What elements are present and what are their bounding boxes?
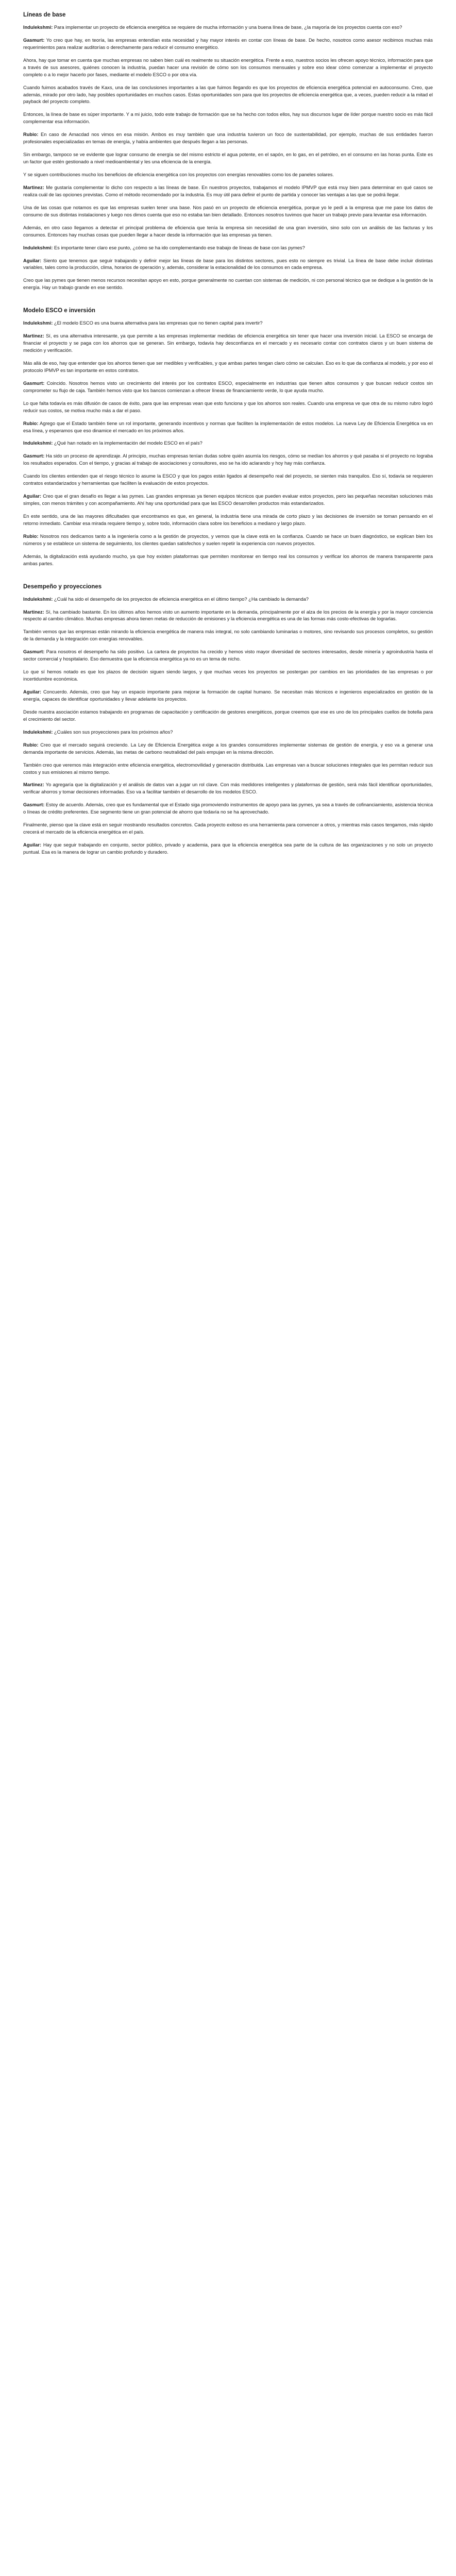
section-heading: Modelo ESCO e inversión [23, 308, 95, 314]
paragraph-text: Estoy de acuerdo. Además, creo que es fundamental que el Estado siga promoviendo instrumentos de apoyo para las pymes, ya sea a través de cofinanciamiento, asistencia técnica o líneas de crédito preferentes. Ese segmento tiene un gran potencial de ahorro que todavía no se ha aprovechado. [23, 802, 433, 815]
paragraph-text: Creo que el gran desafío es llegar a las pymes. Las grandes empresas ya tienen equipos técnicos que pueden evaluar estos proyectos, pero las pequeñas necesitan soluciones más simples, con menos trámites y con acompañamiento. Ahí hay una oportunidad para que las ESCO desarrollen productos más estandarizados. [23, 494, 433, 506]
paragraph-text: Finalmente, pienso que la clave está en seguir mostrando resultados concretos. Cada proyecto exitoso es una herramienta para convencer a otros, y mientras más casos tengamos, más rápido crecerá el mercado de la eficiencia energética en el país. [23, 822, 433, 835]
speaker-name: Rubio: [23, 533, 39, 539]
paragraph-text: Me gustaría complementar lo dicho con respecto a las líneas de base. En nuestros proyectos, trabajamos el modelo IPMVP que está muy bien para determinar en qué casos se realiza cuál de las opciones previstas. Como el método recomendado por la industria. Es muy útil para definir el punto de partida y conocer las ventajas a las que se podrá llegar. [23, 184, 433, 197]
paragraph [23, 111, 433, 126]
paragraph [23, 131, 433, 146]
paragraph [23, 493, 433, 507]
speaker-name: Martinez: [23, 333, 44, 339]
paragraph [23, 689, 433, 703]
speaker-name: Rubio: [23, 132, 39, 138]
paragraph [23, 762, 433, 776]
paragraph-text: Cuando fuimos acabados través de Kaxs, una de las conclusiones importantes a las que fuimos llegando es que los proyectos de eficiencia energética potencial en autoconsumo. Creo, que además, mirado por otro lado, hay posibles oportunidades en muchos casos. Estas oportunidades son para que los proyectos de eficiencia energética que, a veces, pueden reducir a la mitad el payback del proyecto completo. [23, 84, 433, 105]
speaker-name: Indulekshmi: [23, 596, 53, 602]
paragraph-text: Coincido. Nosotros hemos visto un crecimiento del interés por los contratos ESCO, especialmente en industrias que tienen altos consumos y que buscan reducir costos sin comprometer su flujo de caja. También hemos visto que los bancos comienzan a ofrecer líneas de financiamiento verde, lo que ayuda mucho. [23, 380, 433, 393]
speaker-name: Indulekshmi: [23, 729, 53, 735]
paragraph-text: Yo creo que hay, en teoría, las empresas entendían esta necesidad y hay mayor interés en contar con líneas de base. De hecho, nosotros como asesor recibimos muchas más requerimientos para realizar auditorías o derechamente para reducir el consumo energético. [23, 37, 433, 50]
paragraph-text: Entonces, la línea de base es súper importante. Y a mi juicio, todo este trabajo de formación que se ha hecho con todos ellos, hay sus discursos lugar de líder porque nuestro socio es más fácil complementar esa información. [23, 112, 433, 125]
paragraph [23, 782, 433, 796]
paragraph-text: Agrego que el Estado también tiene un rol importante, generando incentivos y normas que faciliten la implementación de estos modelos. La nueva Ley de Eficiencia Energética va en esa línea, y esperamos que eso dinamice el mercado en los próximos años. [23, 420, 433, 433]
section-heading: Desempeño y proyecciones [23, 583, 102, 590]
paragraph [23, 151, 433, 166]
paragraph-text: Nosotros nos dedicamos tanto a la ingeniería como a la gestión de proyectos, y vemos que la clave está en la confianza. Cuando se hace un buen diagnóstico, se explican bien los números y se establece un sistema de seguimiento, los clientes quedan satisfechos y suelen repetir la experiencia con nuevos proyectos. [23, 533, 433, 546]
paragraph [23, 320, 433, 327]
paragraph-text: ¿Cuál ha sido el desempeño de los proyectos de eficiencia energética en el último tiempo? ¿Ha cambiado la demanda? [53, 596, 309, 602]
paragraph-text: Más allá de eso, hay que entender que los ahorros tienen que ser medibles y verificables, y que ambas partes tengan claro cómo se calculan. Eso es lo que da confianza al modelo, y por eso el protocolo IPMVP es tan importante en estos contratos. [23, 360, 433, 373]
paragraph-text: Siento que tenemos que seguir trabajando y definir mejor las líneas de base para los distintos sectores, pues esto no siempre es trivial. La línea de base debe incluir distintas variables, tales como la producción, clima, horarios de operación y, además, considerar la estacionalidad de los consumos en cada empresa. [23, 258, 433, 270]
paragraph [23, 842, 433, 856]
paragraph-text: Creo que el mercado seguirá creciendo. La Ley de Eficiencia Energética exige a los grandes consumidores implementar sistemas de gestión de energía, y eso va a generar una demanda importante de servicios. Además, las metas de carbono neutralidad del país empujan en la misma dirección. [23, 742, 433, 755]
paragraph [23, 629, 433, 643]
speaker-name: Gasmurt: [23, 37, 45, 43]
speaker-name: Gasmurt: [23, 802, 45, 808]
section [23, 583, 433, 856]
paragraph [23, 360, 433, 375]
paragraph-text: En este sentido, una de las mayores dificultades que encontramos es que, en general, la industria tiene una mirada de corto plazo y las decisiones de inversión se toman pensando en el retorno inmediato. Cambiar esa mirada requiere tiempo y, sobre todo, información clara sobre los beneficios a mediano y largo plazo. [23, 514, 433, 526]
paragraph [23, 709, 433, 723]
paragraph-text: Concuerdo. Además, creo que hay un espacio importante para mejorar la formación de capital humano. Se necesitan más técnicos e ingenieros especializados en gestión de la energía, capaces de identificar oportunidades y llevar adelante los proyectos. [23, 689, 433, 702]
speaker-name: Gasmurt: [23, 380, 45, 386]
paragraph [23, 649, 433, 663]
paragraph [23, 245, 433, 252]
paragraph [23, 57, 433, 79]
paragraph [23, 473, 433, 487]
paragraph [23, 258, 433, 272]
paragraph-text: Lo que sí hemos notado es que los plazos de decisión siguen siendo largos, y que muchas veces los proyectos se postergan por cambios en las prioridades de las empresas o por incertidumbre económica. [23, 669, 433, 682]
section-heading: Líneas de base [23, 12, 66, 18]
paragraph [23, 596, 433, 603]
speaker-name: Aguilar: [23, 494, 42, 499]
paragraph-text: Sí, ha cambiado bastante. En los últimos años hemos visto un aumento importante en la demanda, principalmente por el alza de los precios de la energía y por la mayor conciencia respecto al cambio climático. Muchas empresas ahora tienen metas de reducción de emisiones y la eficiencia energética es una de las formas más costo-efectivas de lograrlas. [23, 609, 433, 622]
paragraph [23, 277, 433, 292]
paragraph-text: Ahora, hay que tomar en cuenta que muchas empresas no saben bien cuál es realmente su situación energética. Frente a eso, nuestros socios les ofrecen apoyo técnico, información para que a través de sus asesores, quiénes conocen la industria, puedan hacer una revisión de cómo son los consumos mensuales y sobre eso idear cómo comenzar a implementar el proyecto completo o a lo mejor hacerlo por fases, mediante el modelo ESCO o por otra vía. [23, 57, 433, 77]
speaker-name: Indulekshmi: [23, 24, 53, 30]
speaker-name: Aguilar: [23, 689, 42, 694]
speaker-name: Indulekshmi: [23, 440, 53, 446]
paragraph [23, 225, 433, 239]
paragraph-text: Es importante tener claro ese punto, ¿cómo se ha ido complementando ese trabajo de líneas de base con las pymes? [53, 245, 305, 250]
paragraph-text: Creo que las pymes que tienen menos recursos necesitan apoyo en esto, porque generalmente no cuentan con sistemas de medición, ni con personal técnico que se dedique a la gestión de la energía. Hay un trabajo grande en ese sentido. [23, 278, 433, 291]
paragraph [23, 669, 433, 683]
paragraph [23, 24, 433, 31]
paragraph [23, 420, 433, 435]
speaker-name: Rubio: [23, 742, 39, 748]
speaker-name: Martinez: [23, 184, 44, 190]
paragraph [23, 333, 433, 354]
paragraph-text: Además, la digitalización está ayudando mucho, ya que hoy existen plataformas que permiten monitorear en tiempo real los consumos y verificar los ahorros de manera transparente para ambas partes. [23, 553, 433, 566]
paragraph [23, 729, 433, 736]
paragraph-text: Ha sido un proceso de aprendizaje. Al principio, muchas empresas tenían dudas sobre quién asumía los riesgos, cómo se medían los ahorros y qué pasaba si el proyecto no lograba los resultados esperados. Con el tiempo, y gracias al trabajo de asociaciones y consultores, eso se ha ido aclarando y hoy hay más confianza. [23, 453, 433, 466]
paragraph-text: También creo que veremos más integración entre eficiencia energética, electromovilidad y generación distribuida. Las empresas van a buscar soluciones integrales que les permitan reducir sus costos y sus emisiones al mismo tiempo. [23, 762, 433, 775]
speaker-name: Gasmurt: [23, 453, 45, 459]
paragraph-text: ¿Qué han notado en la implementación del modelo ESCO en el país? [53, 440, 202, 446]
section [23, 307, 433, 567]
paragraph-text: ¿Cuáles son sus proyecciones para los próximos años? [53, 729, 173, 735]
paragraph-text: Cuando los clientes entienden que el riesgo técnico lo asume la ESCO y que los pagos están ligados al desempeño real del proyecto, se sienten más tranquilos. Eso sí, todavía se requieren contratos estandarizados y herramientas que faciliten la evaluación de estos proyectos. [23, 473, 433, 486]
speaker-name: Indulekshmi: [23, 320, 53, 326]
speaker-name: Martinez: [23, 782, 44, 788]
paragraph-text: Para implementar un proyecto de eficiencia energética se requiere de mucha información y una buena línea de base, ¿la mayoría de los proyectos cuenta con eso? [53, 24, 402, 30]
paragraph-text: Sí, es una alternativa interesante, ya que permite a las empresas implementar medidas de eficiencia energética sin tener que hacer una inversión inicial. La ESCO se encarga de financiar el proyecto y se paga con los ahorros que se generan. Sin embargo, todavía hay desconfianza en el mercado y es necesario contar con contratos claros y un buen sistema de medición y verificación. [23, 333, 433, 353]
speaker-name: Martinez: [23, 609, 44, 615]
paragraph [23, 453, 433, 467]
paragraph [23, 742, 433, 756]
paragraph-text: Para nosotros el desempeño ha sido positivo. La cartera de proyectos ha crecido y hemos visto mayor diversidad de sectores interesados, desde minería y agroindustria hasta el sector comercial y hospitalario. Eso demuestra que la eficiencia energética ya no es un tema de nicho. [23, 649, 433, 662]
paragraph-text: Hay que seguir trabajando en conjunto, sector público, privado y academia, para que la eficiencia energética sea parte de la cultura de las organizaciones y no solo un proyecto puntual. Esa es la manera de lograr un cambio profundo y duradero. [23, 842, 433, 855]
paragraph [23, 802, 433, 816]
paragraph-text: Desde nuestra asociación estamos trabajando en programas de capacitación y certificación de gestores energéticos, porque creemos que ese es uno de los principales cuellos de botella para el crecimiento del sector. [23, 709, 433, 722]
document-body [0, 0, 456, 877]
paragraph [23, 513, 433, 528]
paragraph-text: También vemos que las empresas están mirando la eficiencia energética de manera más integral, no solo cambiando luminarias o motores, sino revisando sus procesos completos, su gestión de la demanda y la integración con energías renovables. [23, 629, 433, 642]
paragraph [23, 380, 433, 395]
paragraph [23, 84, 433, 106]
speaker-name: Gasmurt: [23, 649, 45, 655]
paragraph-text: Y se siguen contribuciones mucho los beneficios de eficiencia energética con los proyectos con energías renovables como los de paneles solares. [23, 172, 334, 177]
paragraph-text: Yo agregaría que la digitalización y el análisis de datos van a jugar un rol clave. Con más medidores inteligentes y plataformas de gestión, será más fácil identificar oportunidades, verificar ahorros y tomar decisiones informadas. Eso va a facilitar también el desarrollo de los modelos ESCO. [23, 782, 433, 795]
speaker-name: Aguilar: [23, 258, 42, 263]
paragraph [23, 205, 433, 219]
paragraph-text: Una de las cosas que notamos es que las empresas suelen tener una base. Nos pasó en un proyecto de eficiencia energética, porque yo le pedí a la empresa que me pase los datos de consumo de sus distintas instalaciones y luego nos dimos cuenta que eso no estaba tan bien detallado. Entonces nosotros tuvimos que hacer un trabajo previo para levantar esa información. [23, 205, 433, 217]
speaker-name: Aguilar: [23, 842, 42, 848]
paragraph [23, 533, 433, 548]
paragraph-text: Además, en otro caso llegamos a detectar el principal problema de eficiencia que tenía la empresa sin necesidad de una gran inversión, sino solo con un análisis de las facturas y los consumos. Entonces hay muchas cosas que pueden llegar a hacer desde la información que las empresas ya tienen. [23, 225, 433, 238]
paragraph [23, 172, 433, 179]
paragraph [23, 400, 433, 415]
paragraph-text: Sin embargo, tampoco se ve evidente que lograr consumo de energía se del mismo estricto el agua potente, en el sapón, en lo gas, en el petróleo, en el consumo en las horas punta. Este es un factor que estén gestionado a nivel medioambiental y les una eficiencia de la energía. [23, 152, 433, 165]
paragraph [23, 609, 433, 623]
paragraph [23, 184, 433, 199]
paragraph [23, 440, 433, 447]
paragraph [23, 822, 433, 836]
speaker-name: Rubio: [23, 420, 39, 426]
paragraph [23, 553, 433, 568]
paragraph-text: En caso de Amacdad nos vimos en esa misión. Ambos es muy también que una industria tuvieron un foco de sustentabilidad, por ejemplo, muchas de sus entidades fueron profesionales especializadas en temas de energía, y había ambientes que después llegan a las personas. [23, 132, 433, 145]
section [23, 11, 433, 292]
speaker-name: Indulekshmi: [23, 245, 53, 250]
paragraph [23, 37, 433, 52]
paragraph-text: ¿El modelo ESCO es una buena alternativa para las empresas que no tienen capital para invertir? [53, 320, 263, 326]
paragraph-text: Lo que falta todavía es más difusión de casos de éxito, para que las empresas vean que esto funciona y que los ahorros son reales. Cuando una empresa ve que otra de su mismo rubro logró reducir sus costos, se motiva mucho más a dar el paso. [23, 400, 433, 413]
